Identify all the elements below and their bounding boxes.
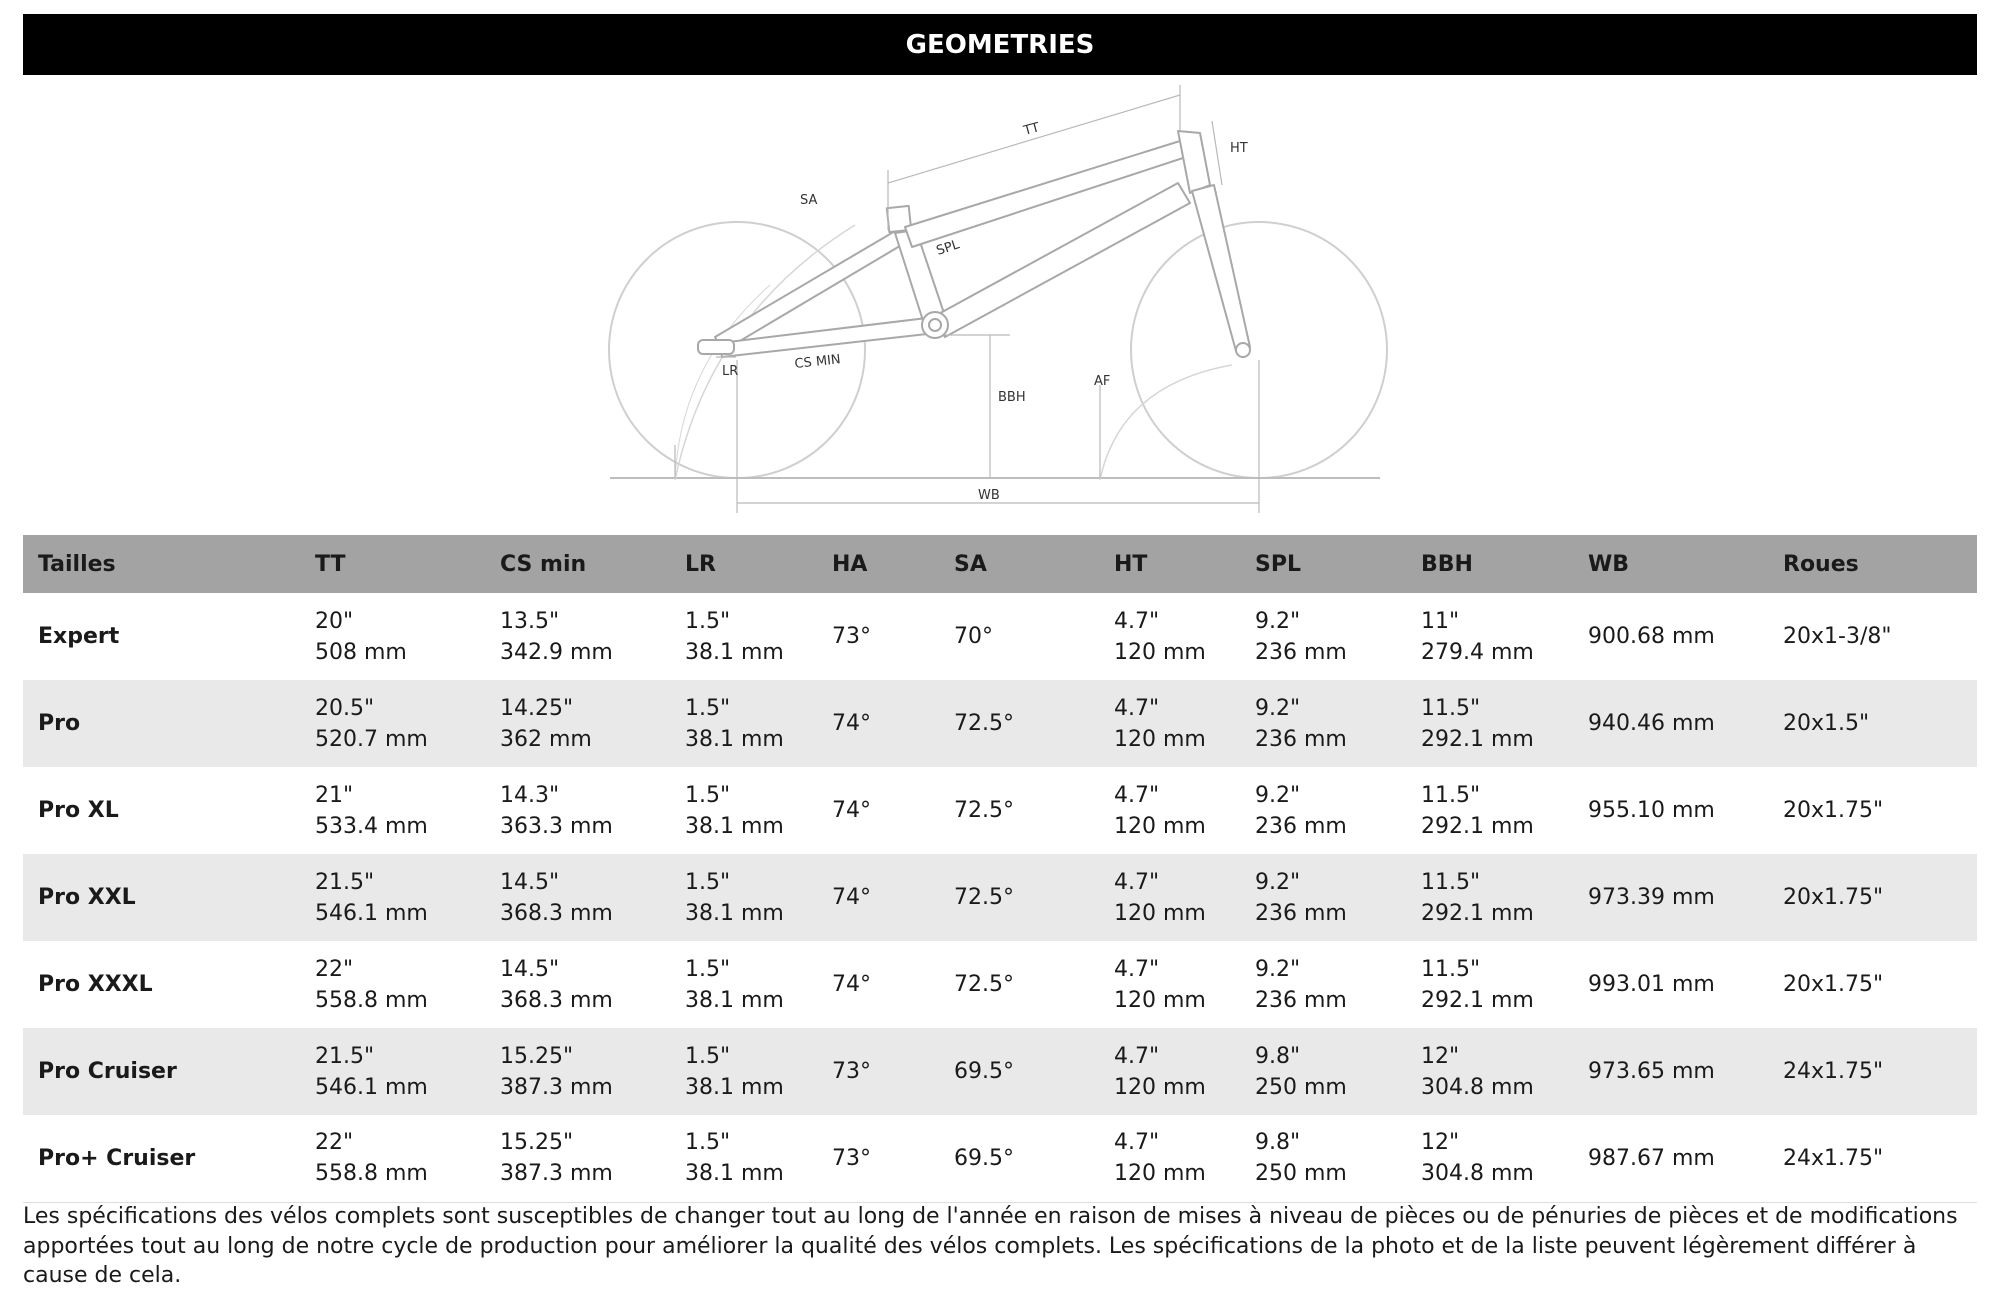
bbh-cell: 11" 279.4 mm [1406,593,1573,680]
roues-cell: 24x1.75" [1768,1028,1977,1115]
header-lr: LR [670,535,817,593]
table-row [23,941,1977,1028]
cs-cell: 13.5" 342.9 mm [485,593,670,680]
fork [1192,185,1250,351]
header-bbh: BBH [1406,535,1573,593]
roues-cell: 20x1-3/8" [1768,593,1977,680]
cs-cell: 14.3" 363.3 mm [485,767,670,854]
head-tube [1178,131,1210,193]
tt-cell: 22" 558.8 mm [300,1115,485,1202]
lr-cell: 1.5" 38.1 mm [670,680,817,767]
spl-cell: 9.2" 236 mm [1240,941,1406,1028]
ha-cell: 73° [817,593,939,680]
top-tube [905,141,1186,247]
table-row [23,1115,1977,1202]
spl-cell: 9.2" 236 mm [1240,680,1406,767]
frame-drawing [600,85,1400,525]
sa-cell: 72.5° [939,854,1099,941]
header-wb: WB [1573,535,1768,593]
spl-cell: 9.2" 236 mm [1240,854,1406,941]
size-cell: Pro+ Cruiser [23,1115,300,1202]
roues-cell: 20x1.75" [1768,941,1977,1028]
front-axle [1236,343,1250,357]
ht-dimension [1212,121,1222,185]
table-row [23,854,1977,941]
roues-cell: 20x1.75" [1768,854,1977,941]
bbh-cell: 12" 304.8 mm [1406,1028,1573,1115]
table-row [23,767,1977,854]
bbh-cell: 12" 304.8 mm [1406,1115,1573,1202]
header-ht: HT [1099,535,1240,593]
wb-cell: 955.10 mm [1573,767,1768,854]
size-cell: Pro XL [23,767,300,854]
table-row [23,680,1977,767]
wb-cell: 973.65 mm [1573,1028,1768,1115]
ha-cell: 73° [817,1028,939,1115]
wb-cell: 900.68 mm [1573,593,1768,680]
table-row [23,1028,1977,1115]
page-title: GEOMETRIES [23,14,1977,75]
ht-cell: 4.7" 120 mm [1099,593,1240,680]
cs-cell: 14.5" 368.3 mm [485,941,670,1028]
cs-cell: 14.25" 362 mm [485,680,670,767]
ht-label: HT [1230,141,1248,156]
frame [698,131,1250,357]
bike-geometry-diagram [600,85,1400,525]
size-cell: Pro Cruiser [23,1028,300,1115]
lr-cell: 1.5" 38.1 mm [670,1115,817,1202]
size-cell: Expert [23,593,300,680]
lr-cell: 1.5" 38.1 mm [670,854,817,941]
cs-min-label: CS MIN [793,352,842,372]
ht-cell: 4.7" 120 mm [1099,854,1240,941]
ha-cell: 73° [817,1115,939,1202]
spl-cell: 9.8" 250 mm [1240,1028,1406,1115]
sa-cell: 72.5° [939,941,1099,1028]
ht-cell: 4.7" 120 mm [1099,1028,1240,1115]
ha-cell: 74° [817,680,939,767]
header-roues: Roues [1768,535,1977,593]
bbh-label: BBH [998,390,1026,405]
tt-cell: 20" 508 mm [300,593,485,680]
sa-cell: 69.5° [939,1028,1099,1115]
wb-cell: 987.67 mm [1573,1115,1768,1202]
bbh-cell: 11.5" 292.1 mm [1406,767,1573,854]
wb-label: WB [978,488,1000,503]
tt-cell: 21.5" 546.1 mm [300,1028,485,1115]
sa-cell: 72.5° [939,680,1099,767]
lr-cell: 1.5" 38.1 mm [670,593,817,680]
tt-label: TT [1022,120,1042,139]
sa-cell: 69.5° [939,1115,1099,1202]
header-sa: SA [939,535,1099,593]
bbh-cell: 11.5" 292.1 mm [1406,680,1573,767]
spl-cell: 9.2" 236 mm [1240,593,1406,680]
ht-cell: 4.7" 120 mm [1099,941,1240,1028]
header-spl: SPL [1240,535,1406,593]
header-tt: TT [300,535,485,593]
tt-cell: 20.5" 520.7 mm [300,680,485,767]
ht-cell: 4.7" 120 mm [1099,1115,1240,1202]
sa-label: SA [800,193,818,208]
size-cell: Pro [23,680,300,767]
sa-cell: 70° [939,593,1099,680]
size-cell: Pro XXXL [23,941,300,1028]
roues-cell: 20x1.75" [1768,767,1977,854]
header-ha: HA [817,535,939,593]
wb-cell: 973.39 mm [1573,854,1768,941]
ht-cell: 4.7" 120 mm [1099,767,1240,854]
af-label: AF [1094,374,1111,389]
bbh-cell: 11.5" 292.1 mm [1406,854,1573,941]
spl-cell: 9.2" 236 mm [1240,767,1406,854]
lr-cell: 1.5" 38.1 mm [670,941,817,1028]
roues-cell: 24x1.75" [1768,1115,1977,1202]
spl-cell: 9.8" 250 mm [1240,1115,1406,1202]
roues-cell: 20x1.5" [1768,680,1977,767]
ha-cell: 74° [817,941,939,1028]
rear-dropout [698,340,734,354]
lr-cell: 1.5" 38.1 mm [670,1028,817,1115]
ha-cell: 74° [817,854,939,941]
cs-cell: 15.25" 387.3 mm [485,1115,670,1202]
geometry-table [23,535,1977,1203]
header-cs-min: CS min [485,535,670,593]
spl-label: SPL [934,237,962,259]
sa-cell: 72.5° [939,767,1099,854]
ha-cell: 74° [817,767,939,854]
ht-cell: 4.7" 120 mm [1099,680,1240,767]
lr-label: LR [722,364,739,379]
wb-cell: 993.01 mm [1573,941,1768,1028]
table-header-row [23,535,1977,593]
lr-cell: 1.5" 38.1 mm [670,767,817,854]
cs-cell: 15.25" 387.3 mm [485,1028,670,1115]
bbh-cell: 11.5" 292.1 mm [1406,941,1573,1028]
tt-cell: 21" 533.4 mm [300,767,485,854]
af-arc [1100,365,1232,480]
disclaimer-note: Les spécifications des vélos complets sont susceptibles de changer tout au long de l'année en raison de mises à niveau de pièces ou de pénuries de pièces et de modifications apportées tout au long de notre cycle de production pour améliorer la qualité des vélos complets. Les spécifications de la photo et de la liste peuvent légèrement différer à cause de cela. [23,1204,1958,1288]
tt-cell: 22" 558.8 mm [300,941,485,1028]
tt-cell: 21.5" 546.1 mm [300,854,485,941]
cs-cell: 14.5" 368.3 mm [485,854,670,941]
bottom-bracket-inner [929,319,941,331]
size-cell: Pro XXL [23,854,300,941]
wb-cell: 940.46 mm [1573,680,1768,767]
table-row [23,593,1977,680]
header-tailles: Tailles [23,535,300,593]
